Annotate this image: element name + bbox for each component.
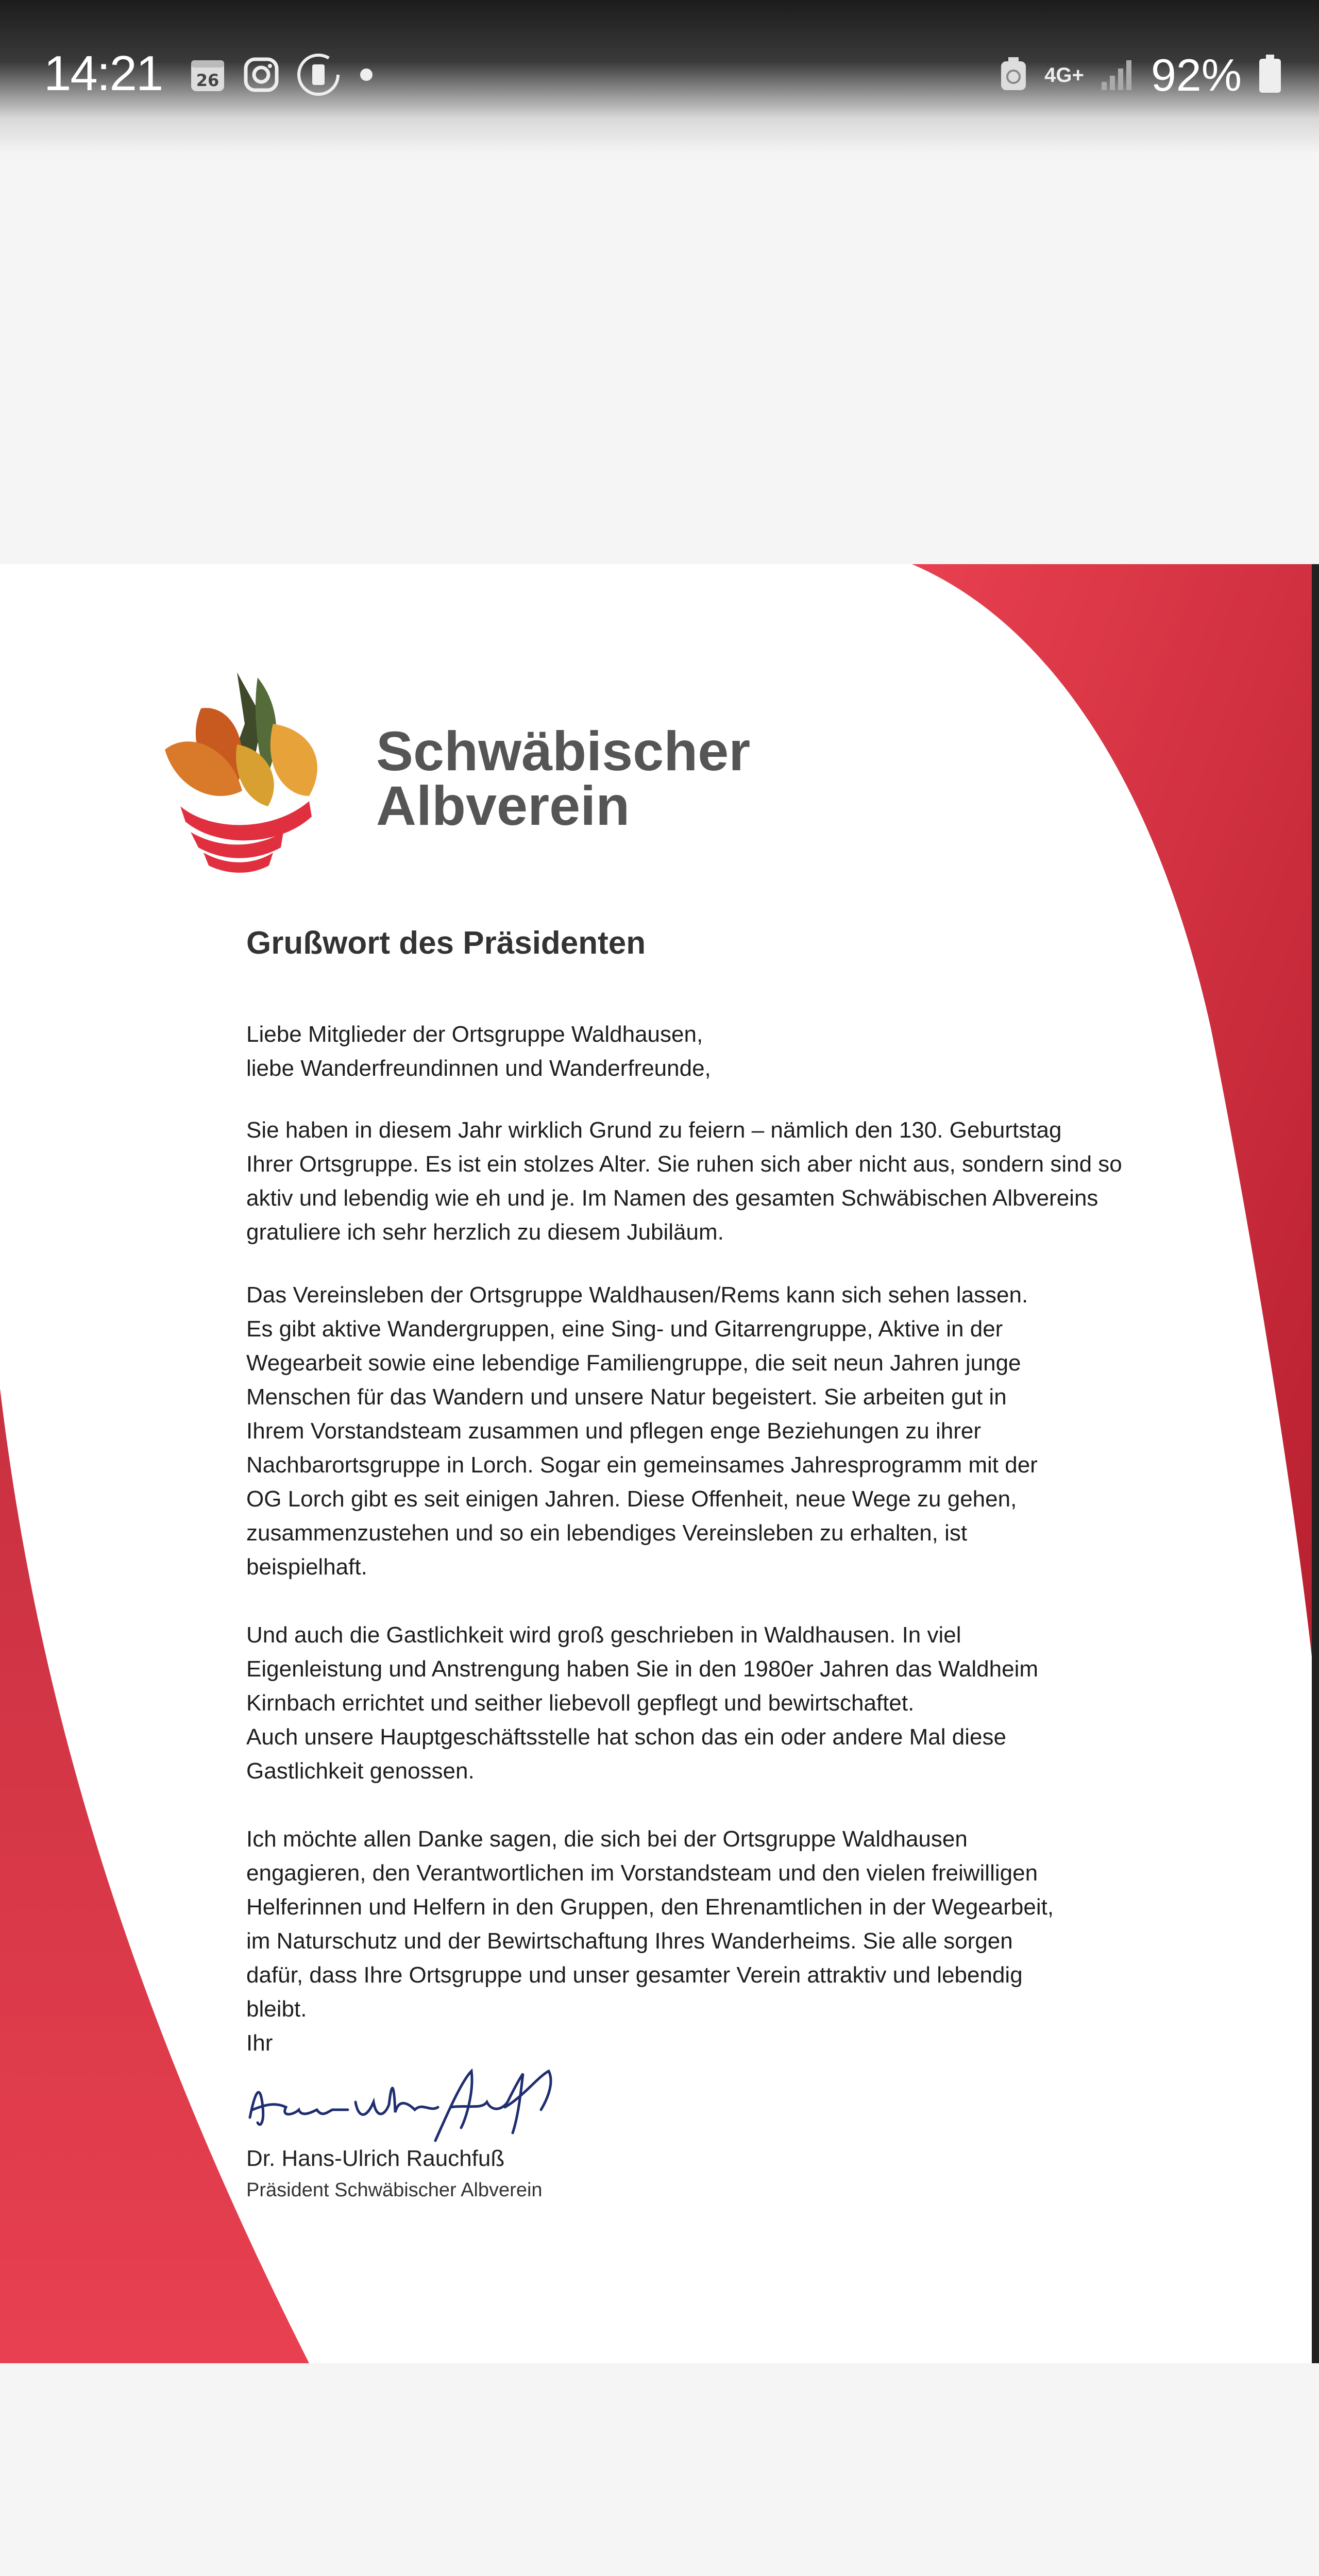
text-line: Wegearbeit sowie eine lebendige Familiengruppe, die seit neun Jahren junge [246,1350,1021,1376]
handwritten-signature [245,2061,574,2148]
text-line: Nachbarortsgruppe in Lorch. Sogar ein gemeinsames Jahresprogramm mit der [246,1452,1038,1478]
page-edge [1312,564,1319,2363]
text-line: aktiv und lebendig wie eh und je. Im Namen des gesamten Schwäbischen Albvereins [246,1185,1098,1211]
instagram-icon [242,55,281,97]
letter-title: Grußwort des Präsidenten [246,925,646,961]
text-line: Es gibt aktive Wandergruppen, eine Sing- und Gitarrengruppe, Aktive in der [246,1316,1003,1342]
dot-icon [356,64,377,88]
sync-icon [295,52,342,100]
text-line: Und auch die Gastlichkeit wird groß geschrieben in Waldhausen. In viel [246,1622,961,1648]
status-right-icons [998,49,1283,101]
signatory-role: Präsident Schwäbischer Albverein [246,2179,543,2201]
paragraph-3 [246,1618,1038,1788]
calendar-icon [188,55,227,97]
text-line: zusammenzustehen und so ein lebendiges Vereinsleben zu erhalten, ist [246,1520,968,1546]
text-line: Ich möchte allen Danke sagen, die sich bei der Ortsgruppe Waldhausen [246,1826,968,1852]
text-line: Helferinnen und Helfern in den Gruppen, den Ehrenamtlichen in der Wegearbeit, [246,1894,1054,1920]
network-type: 4G+ [1044,63,1084,87]
status-time: 14:21 [44,46,163,101]
text-line: Gastlichkeit genossen. [246,1758,475,1784]
logo-line-2: Albverein [376,774,630,837]
text-line: bleibt. [246,1996,307,2022]
battery-percent: 92% [1151,49,1242,100]
text-line: beispielhaft. [246,1554,367,1580]
salutation [246,1018,711,1086]
text-line: Eigenleistung und Anstrengung haben Sie in den 1980er Jahren das Waldheim [246,1656,1039,1682]
paragraph-1 [246,1113,1122,1249]
text-line: OG Lorch gibt es seit einigen Jahren. Diese Offenheit, neue Wege zu gehen, [246,1486,1017,1512]
signatory-name: Dr. Hans-Ulrich Rauchfuß [246,2146,505,2171]
status-left-icons [188,52,377,100]
text-line: Sie haben in diesem Jahr wirklich Grund zu feiern – nämlich den 130. Geburtstag [246,1117,1062,1143]
logo-wordmark [376,720,751,837]
text-line: engagieren, den Verantwortlichen im Vorstandsteam und den vielen freiwilligen [246,1860,1038,1886]
text-line: liebe Wanderfreundinnen und Wanderfreunde, [246,1056,711,1081]
text-line: gratuliere ich sehr herzlich zu diesem Jubiläum. [246,1219,724,1245]
text-line: dafür, dass Ihre Ortsgruppe und unser gesamter Verein attraktiv und lebendig [246,1962,1023,1988]
text-line: Ihrer Ortsgruppe. Es ist ein stolzes Alter. Sie ruhen sich aber nicht aus, sondern sind so [246,1151,1122,1177]
logo-line-1: Schwäbischer [376,720,751,782]
svg-text:26: 26 [196,71,219,90]
signal-icon [1100,56,1136,95]
text-line: Ihrem Vorstandsteam zusammen und pflegen enge Beziehungen zu ihrer [246,1418,981,1444]
text-line: Ihr [246,2030,273,2056]
text-line: Das Vereinsleben der Ortsgruppe Waldhausen/Rems kann sich sehen lassen. [246,1282,1028,1308]
albverein-logo-icon [155,662,350,878]
text-line: Liebe Mitglieder der Ortsgruppe Waldhausen, [246,1022,703,1047]
text-line: Kirnbach errichtet und seither liebevoll gepflegt und bewirtschaftet. [246,1690,915,1716]
text-line: Menschen für das Wandern und unsere Natur begeistert. Sie arbeiten gut in [246,1384,1007,1410]
text-line: im Naturschutz und der Bewirtschaftung Ihres Wanderheims. Sie alle sorgen [246,1928,1013,1954]
text-line: Auch unsere Hauptgeschäftsstelle hat schon das ein oder andere Mal diese [246,1724,1006,1750]
status-bar [0,0,1319,155]
paragraph-4 [246,1822,1054,2060]
alarm-icon [998,56,1029,95]
letter-page [0,564,1319,2363]
paragraph-2 [246,1278,1038,1584]
battery-icon [1257,54,1283,97]
